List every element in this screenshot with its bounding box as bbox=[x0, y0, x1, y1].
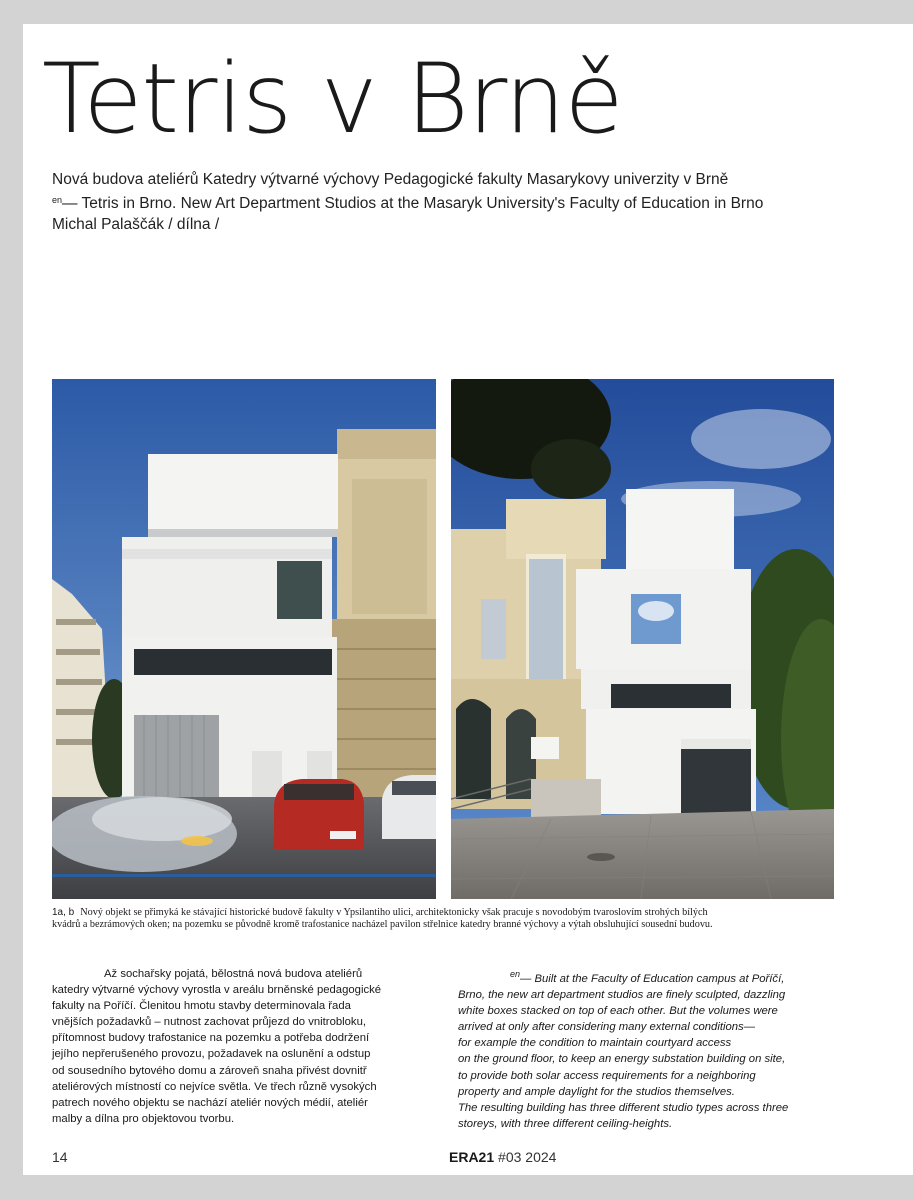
body-cz-line: katedry výtvarné výchovy vyrostla v areálu brněnské pedagogické bbox=[52, 984, 382, 997]
issue-number: #03 2024 bbox=[498, 1149, 557, 1165]
en-marker: en bbox=[52, 195, 63, 205]
body-en-line bbox=[458, 966, 843, 987]
body-en-line: arrived at only after considering many external conditions— bbox=[458, 1021, 756, 1034]
caption-number: 1a, b bbox=[52, 907, 75, 918]
caption-text-1: Nový objekt se přimyká ke stávající historické budově fakulty v Ypsilantiho ulici, architektonicky však pracuje s novodobým tvaroslovím strohých bílých bbox=[80, 907, 708, 918]
body-cz-line: patrech nového objektu se nachází ateliér nových médií, ateliér bbox=[52, 1096, 368, 1109]
body-english bbox=[458, 966, 843, 1132]
body-cz-line: Až sochařsky pojatá, bělostná nová budova ateliérů bbox=[104, 968, 363, 980]
caption-line-2: kvádrů a bezrámových oken; na pozemku se původně kromě trafostanice nacházel pavilon střelnice katedry branné výchovy a výtah obsluhující sousední budovu. bbox=[52, 919, 713, 930]
body-cz-line: malby a dílna pro objektovou tvorbu. bbox=[52, 1112, 235, 1125]
body-cz-line: vnějších požadavků – nutnost zachovat průjezd do vnitrobloku, bbox=[52, 1016, 366, 1029]
magazine-issue bbox=[449, 1149, 556, 1165]
magazine-name: ERA21 bbox=[449, 1149, 495, 1165]
body-en-line: for example the condition to maintain courtyard access bbox=[458, 1037, 732, 1050]
body-en-marker: en bbox=[510, 969, 521, 979]
body-en-line: The resulting building has three different studio types across three bbox=[458, 1101, 789, 1114]
body-cz-line: fakulty na Poříčí. Členitou hmotu stavby determinovala řada bbox=[52, 1000, 351, 1013]
magazine-page bbox=[23, 24, 913, 1175]
body-cz-line: jejího nepřerušeného provozu, požadavek na oslunění a odstup bbox=[52, 1048, 371, 1061]
body-cz-line: od sousedního bytového domu a zároveň snaha přivést dovnitř bbox=[52, 1064, 367, 1077]
body-en-line: storeys, with three different ceiling-heights. bbox=[458, 1117, 673, 1130]
body-en-line: on the ground floor, to keep an energy substation building on site, bbox=[458, 1053, 786, 1066]
subtitle-english bbox=[52, 190, 872, 214]
body-en-line: to provide both solar access requirements for a neighboring bbox=[458, 1069, 756, 1082]
page-number: 14 bbox=[52, 1149, 68, 1165]
subtitle-authors: Michal Palaščák / dílna / bbox=[52, 216, 220, 233]
body-en-line: property and ample daylight for the studios themselves. bbox=[458, 1085, 735, 1098]
body-en-line: Brno, the new art department studios are finely sculpted, dazzling bbox=[458, 989, 786, 1002]
body-cz-line: přítomnost budovy trafostanice na pozemku a potřeba dodržení bbox=[52, 1032, 370, 1045]
article-title: Tetris v Brně bbox=[42, 43, 623, 155]
body-en-first: — Built at the Faculty of Education campus at Poříčí, bbox=[520, 973, 785, 985]
photo-caption bbox=[52, 907, 842, 931]
photo-courtyard-facade bbox=[451, 379, 834, 899]
body-czech bbox=[52, 966, 437, 1127]
subtitle-english-text: — Tetris in Brno. New Art Department Studios at the Masaryk University's Faculty of Education in Brno bbox=[62, 195, 764, 212]
subtitle-czech: Nová budova ateliérů Katedry výtvarné výchovy Pedagogické fakulty Masarykovy univerzity v Brně bbox=[52, 171, 729, 188]
photo-street-facade bbox=[52, 379, 436, 899]
body-en-line: white boxes stacked on top of each other. But the volumes were bbox=[458, 1005, 778, 1018]
caption-line-1 bbox=[52, 907, 842, 919]
article-subtitle bbox=[52, 169, 872, 235]
body-cz-line: ateliérových místností co nejvíce světla. Ve třech různě vysokých bbox=[52, 1080, 377, 1093]
